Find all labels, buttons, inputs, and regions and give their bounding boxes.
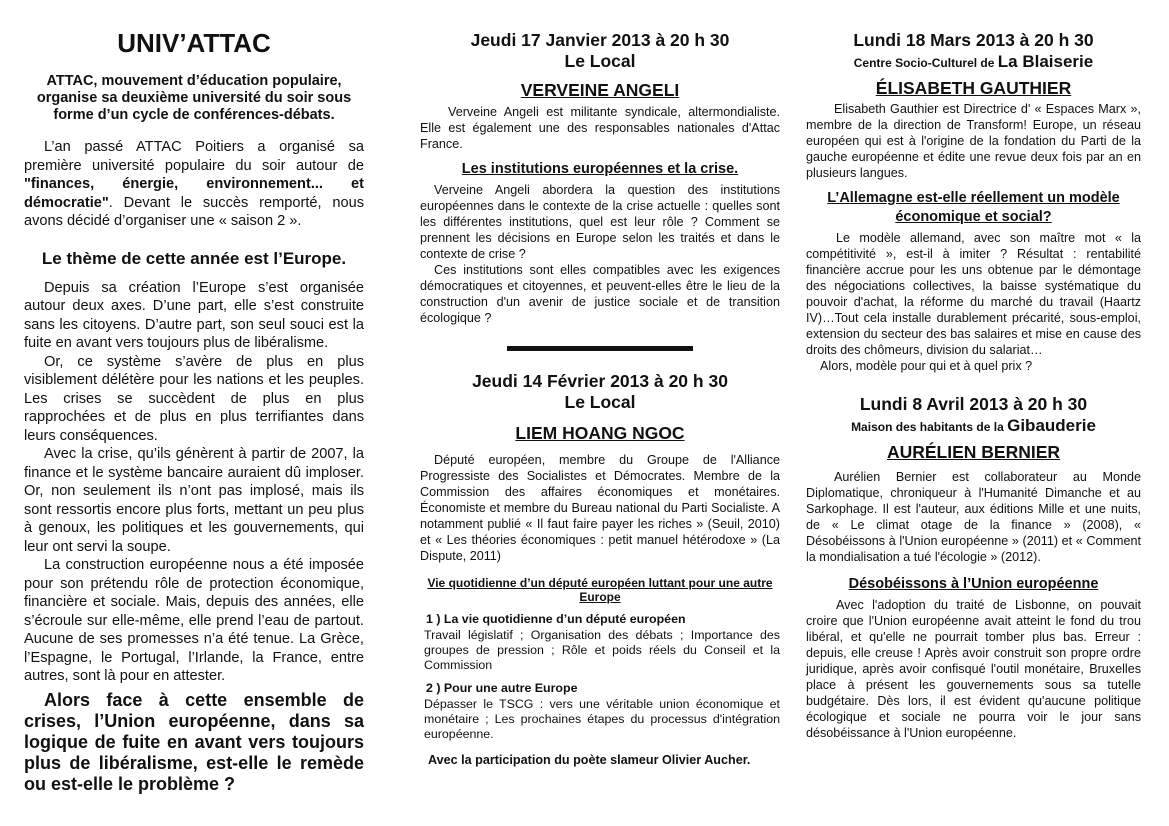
event-place: Le Local xyxy=(564,51,636,71)
page-title: UNIV’ATTAC xyxy=(117,28,271,58)
event-speaker: ÉLISABETH GAUTHIER xyxy=(875,78,1072,98)
event-january xyxy=(420,30,780,326)
talk-title: Les institutions européennes et la crise. xyxy=(461,161,739,177)
paragraph-crises: Or, ce système s’avère de plus en plus visiblement délétère pour les nations et les peuples. Les crises se succèdent de plus en plus rapprochées et de plus en plus terrifiantes dans leurs conséquences. xyxy=(24,353,364,444)
talk-text: Verveine Angeli abordera la question des institutions européennes dans le contexte de la crise actuelle : quelles sont les différentes institutions, quel est leur rôle ? Comment se prennent les décisions en Europe selon les traités et dans le contexte de crise ? xyxy=(420,183,780,261)
closing-question: Alors face à cette ensemble de crises, l’Union européenne, dans sa logique de fuite en avant vers toujours plus de libéralisme, est-elle le remède ou est-elle le problème ? xyxy=(24,689,364,794)
event-speaker: AURÉLIEN BERNIER xyxy=(886,442,1061,462)
intro-paragraph: L’an passé ATTAC Poitiers a organisé sa première université populaire du soir autour de "finances, énergie, environnement... et démocratie". Devant le succès remporté, nous avons décidé d’organiser une « saison 2 ». xyxy=(24,139,364,229)
talk-text: Ces institutions sont elles compatibles avec les exigences démocratiques et citoyennes, et peuvent-elles être le lieu de la construction d'un avenir de justice sociale et de transition écologique ? xyxy=(420,263,780,325)
talk-point-title: 1 ) La vie quotidienne d’un député européen xyxy=(426,612,686,626)
event-date: Jeudi 14 Février 2013 à 20 h 30 xyxy=(472,371,728,391)
talk-title: Désobéissons à l’Union européenne xyxy=(848,576,1099,592)
theme-heading: Le thème de cette année est l’Europe. xyxy=(41,248,347,268)
speaker-bio: Elisabeth Gauthier est Directrice d' « Espaces Marx », membre de la direction de Transform! Europe, un réseau européen qui est à l'origine de la fondation du Parti de la gauche européenne et édite une revue deux fois par an en plusieurs langues. xyxy=(806,102,1141,180)
intro-column xyxy=(24,0,364,795)
event-place: Le Local xyxy=(564,392,636,412)
talk-title: L’Allemagne est-elle réellement un modèle économique et social? xyxy=(827,190,1120,225)
event-place: Maison des habitants de la Gibauderie xyxy=(851,416,1096,435)
paragraph-finance: Avec la crise, qu’ils génèrent à partir de 2007, la finance et le système bancaire auraient dû imploser. Or, non seulement ils n’ont pas implosé, mais ils sont ressortis encore plus forts, mettant un peu plus à genoux, les politiques et les gouvernements, qui leur ont servi la soupe. xyxy=(24,446,364,555)
talk-text: Alors, modèle pour qui et à quel prix ? xyxy=(820,359,1033,373)
event-date: Lundi 8 Avril 2013 à 20 h 30 xyxy=(859,394,1088,414)
intro-statement: ATTAC, mouvement d’éducation populaire, organise sa deuxième université du soir sous forme d’un cycle de conférences-débats. xyxy=(36,73,352,123)
event-speaker: VERVEINE ANGELI xyxy=(520,80,680,100)
event-speaker: LIEM HOANG NGOC xyxy=(515,423,685,443)
events-column-3 xyxy=(806,0,1141,741)
events-column-2 xyxy=(420,0,780,768)
talk-text: Avec l'adoption du traité de Lisbonne, on pouvait croire que l'Union européenne avait atteint le fond du trou libéral, et qu'elle ne pourrait tomber plus bas. Erreur : depuis, elle creuse ! Après avoir construit son propre ordre juridique, après avoir confisqué l'outil monétaire, Bruxelles place à présent les gouvernements sous sa tutelle budgétaire. Dès lors, il est évident qu'aucune politique écologique et sociale ne pourra voir le jour sans désobéissance à l'Union européenne. xyxy=(806,598,1141,740)
event-february xyxy=(420,371,780,768)
event-march xyxy=(806,30,1141,374)
event-date: Jeudi 17 Janvier 2013 à 20 h 30 xyxy=(470,30,730,50)
participation-note: Avec la participation du poète slameur Olivier Aucher. xyxy=(428,753,751,767)
event-place: Centre Socio-Culturel de La Blaiserie xyxy=(853,52,1094,71)
speaker-bio: Député européen, membre du Groupe de l'Alliance Progressiste des Socialistes et Démocrates. Membre de la Commission des affaires économiques et monétaires. Économiste et membre du Bureau national du Parti Socialiste. A notamment publié « Il faut faire payer les riches » (Seuil, 2010) et « Les théories économiques : petit manuel hétérodoxe » (La Dispute, 2011) xyxy=(420,453,780,563)
section-divider xyxy=(507,346,693,351)
talk-title: Vie quotidienne d’un député européen luttant pour une autre Europe xyxy=(427,576,773,604)
event-april xyxy=(806,394,1141,741)
speaker-bio: Verveine Angeli est militante syndicale, altermondialiste. Elle est également une des responsables nationales d'Attac France. xyxy=(420,105,780,151)
paragraph-construction: La construction européenne nous a été imposée pour son prétendu rôle de protection économique, financière et sociale. Mais, depuis des années, elle s’écroule sur elle-même, elle prend l’eau de partout. Aucune de ses promesses n’a été tenue. La Grèce, l’Espagne, le Portugal, l’Irlande, la France, entre autres, sont là pour en attester. xyxy=(24,557,364,684)
speaker-bio: Aurélien Bernier est collaborateur au Monde Diplomatique, chroniqueur à l'Humanité Dimanche et au Sarkophage. Il est l'auteur, aux éditions Mille et une nuits, de « Le climat otage de la finance » (2008), « Désobéissons à l'Union européenne » (2011) et « Comment la mondialisation a tué l'écologie » (2012). xyxy=(806,470,1141,564)
paragraph-europe-axes: Depuis sa création l’Europe s’est organisée autour deux axes. D’une part, elle s’est construite sans les citoyens. D’autre part, son seul souci est la fuite en avant vers toujours plus de libéralisme. xyxy=(24,279,364,351)
talk-point-title: 2 ) Pour une autre Europe xyxy=(426,681,578,695)
talk-text: Le modèle allemand, avec son maître mot « la compétitivité », est-il à imiter ? Résultat : rentabilité financière accrue pour les uns obtenue par le démontage des négociations collectives, la baisse systématique du pouvoir d'achat, la réforme du marché du travail (Haartz IV)…Tout cela installe durablement précarité, sous-emploi, extension du secteur des bas salaires et mise en cause des droits des chômeurs, division du salariat… xyxy=(806,231,1141,357)
talk-point-text: Travail législatif ; Organisation des débats ; Importance des groupes de pression ; Rôle et poids réels du Conseil et la Commission xyxy=(424,628,780,672)
event-date: Lundi 18 Mars 2013 à 20 h 30 xyxy=(853,30,1094,50)
talk-point-text: Dépasser le TSCG : vers une véritable union économique et monétaire ; Les prochaines étapes du processus d'intégration européenne. xyxy=(424,697,780,741)
